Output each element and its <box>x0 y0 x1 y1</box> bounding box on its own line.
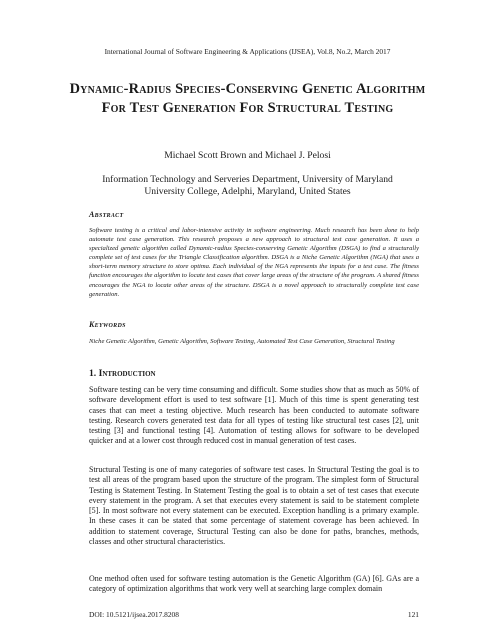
introduction-paragraph-3: One method often used for software testing automation is the Genetic Algorithm (GA) [6]. GAs are a category of optimization algorithms that work very well at searching large complex domain <box>89 574 419 594</box>
author-affiliation: Information Technology and Serveries Department, University of Maryland University College, Adelphi, Maryland, United States <box>102 174 393 197</box>
keywords-text: Niche Genetic Algorithm, Genetic Algorithm, Software Testing, Automated Test Case Generation, Structural Testing <box>89 338 395 345</box>
keywords-heading: Keywords <box>89 320 126 329</box>
introduction-heading: 1. Introduction <box>89 368 156 379</box>
abstract-heading: Abstract <box>89 210 124 219</box>
abstract-text: Software testing is a critical and labor-intensive activity in software engineering. Much research has been done to help automate test case generation. This research proposes a new approach to structural test case generation. It uses a specialized genetic algorithm called Dynamic-radius Species-conserving Genetic Algorithm (DSGA) to find a structurally complete set of test cases for the Triangle Classification algorithm. DSGA is a Niche Genetic Algorithm (NGA) that uses a short-term memory structure to store optima. Each individual of the NGA represents the inputs for a test case. The fitness function encourages the algorithm to locate test cases that cover large areas of the structure of the program. A shared fitness encourages the NGA to locate other areas of the structure. DSGA is a novel approach to structurally complete test case generation. <box>89 227 419 298</box>
page-number: 121 <box>407 610 419 619</box>
footer-doi: DOI: 10.5121/ijsea.2017.8208 <box>89 610 179 619</box>
author-list: Michael Scott Brown and Michael J. Pelosi <box>164 150 331 161</box>
introduction-paragraph-2: Structural Testing is one of many categories of software test cases. In Structural Testing the goal is to test all areas of the program based upon the structure of the program. The simplest form of Structural Testing is Statement Testing. In Statement Testing the goal is to obtain a set of test cases that execute every statement in the program. A set that executes every statement is said to be statement complete [5]. In most software not every statement can be executed. Exception handling is a primary example. In these cases it can be stated that some percentage of statement coverage has been achieved. In addition to statement coverage, Structural Testing can also be done for paths, branches, methods, classes and other structural characteristics. <box>89 465 419 547</box>
introduction-paragraph-1: Software testing can be very time consuming and difficult. Some studies show that as much as 50% of software development effort is used to test software [1]. Much of this time is spent generating test cases that can meet a testing objective. Much research has been conducted to automate software testing. Research covers generated test data for all types of testing like structural test cases [2], unit testing [3] and functional testing [4]. Automation of testing allows for software to be developed quicker and at a lower cost through reduced cost in manual generation of test cases. <box>89 385 419 446</box>
paper-title: Dynamic-Radius Species-Conserving Genetic Algorithm For Test Generation For Structural Testing <box>69 81 426 116</box>
running-header: International Journal of Software Engineering & Applications (IJSEA), Vol.8, No.2, March 2017 <box>104 47 391 56</box>
